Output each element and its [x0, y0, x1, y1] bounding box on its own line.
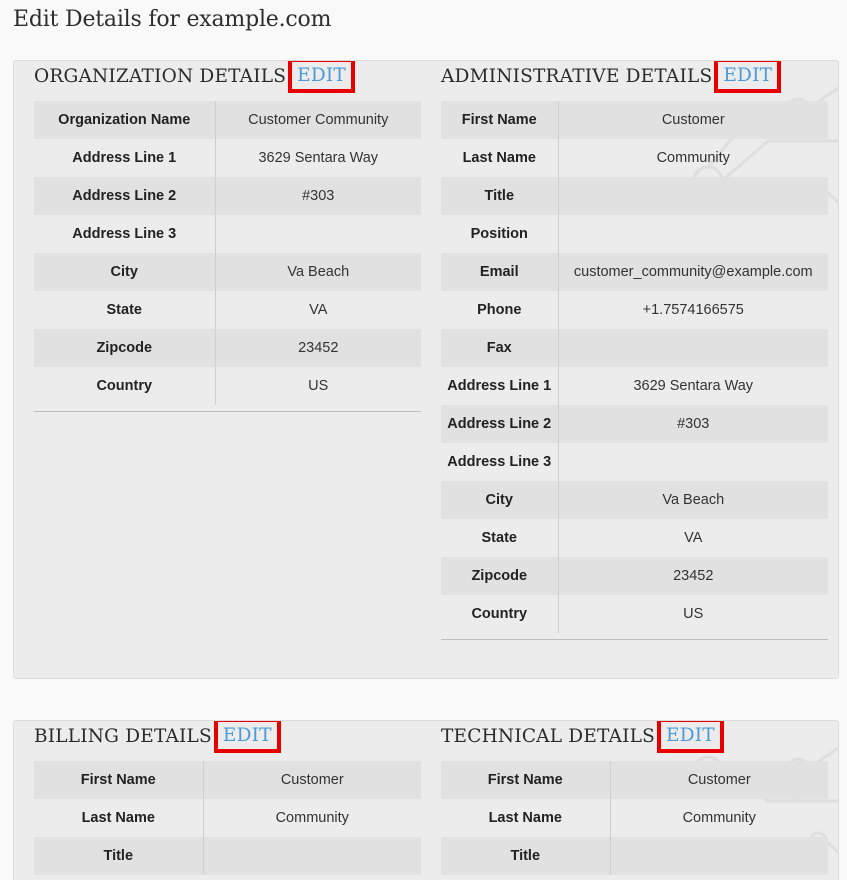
field-label: Address Line 3	[441, 443, 558, 481]
field-label: Address Line 1	[441, 367, 558, 405]
billing-edit-link[interactable]: EDIT	[214, 720, 281, 753]
field-value	[558, 329, 828, 367]
field-value: 23452	[558, 557, 828, 595]
field-value: #303	[558, 405, 828, 443]
table-row	[34, 837, 421, 875]
field-label: Title	[34, 837, 203, 875]
field-label: Title	[441, 177, 558, 215]
table-row	[441, 215, 828, 253]
technical-table	[441, 761, 828, 875]
contact-panel-bottom	[13, 720, 839, 880]
field-value: Customer	[558, 101, 828, 139]
table-row	[441, 481, 828, 519]
billing-table	[34, 761, 421, 875]
field-value: Customer	[610, 761, 828, 799]
table-row	[441, 139, 828, 177]
field-value	[558, 215, 828, 253]
field-value	[558, 177, 828, 215]
field-label: Address Line 3	[34, 215, 215, 253]
organization-table-rule	[34, 411, 421, 412]
organization-title-text: ORGANIZATION DETAILS	[34, 65, 287, 87]
administrative-table	[441, 101, 828, 633]
field-label: Address Line 2	[34, 177, 215, 215]
field-value: Community	[275, 810, 349, 826]
field-value: VA	[684, 530, 703, 546]
field-label: Country	[441, 595, 558, 633]
field-label: Address Line 1	[34, 139, 215, 177]
table-row	[441, 405, 828, 443]
field-label: First Name	[34, 761, 203, 799]
field-value: Community	[682, 810, 756, 826]
field-label: Fax	[441, 329, 558, 367]
table-row	[441, 595, 828, 633]
page-title: Edit Details for example.com	[13, 7, 332, 32]
table-row	[441, 177, 828, 215]
field-label: Organization Name	[34, 101, 215, 139]
field-label: Position	[441, 215, 558, 253]
technical-title	[441, 721, 724, 751]
field-value: 3629 Sentara Way	[633, 378, 754, 394]
organization-title	[34, 61, 355, 91]
table-row	[441, 519, 828, 557]
field-value: 23452	[215, 329, 421, 367]
field-value	[558, 443, 828, 481]
table-row	[34, 139, 421, 177]
field-value: US	[308, 378, 329, 394]
table-row	[441, 101, 828, 139]
field-label: Country	[34, 367, 215, 405]
table-row	[34, 329, 421, 367]
table-row	[34, 291, 421, 329]
billing-title-text: BILLING DETAILS	[34, 725, 212, 747]
field-label: State	[34, 291, 215, 329]
table-row	[441, 799, 828, 837]
field-value	[215, 215, 421, 253]
field-value	[610, 837, 828, 875]
field-label: First Name	[441, 761, 610, 799]
table-row	[441, 253, 828, 291]
field-label: Address Line 2	[441, 405, 558, 443]
field-label: City	[34, 253, 215, 291]
organization-edit-link[interactable]: EDIT	[288, 60, 355, 93]
administrative-title	[441, 61, 781, 91]
field-value: #303	[215, 177, 421, 215]
table-row	[441, 367, 828, 405]
field-value	[203, 837, 421, 875]
table-row	[34, 177, 421, 215]
field-value: Customer Community	[215, 101, 421, 139]
field-label: Last Name	[441, 139, 558, 177]
administrative-table-rule	[441, 639, 828, 640]
administrative-title-text: ADMINISTRATIVE DETAILS	[441, 65, 713, 87]
table-row	[441, 557, 828, 595]
table-row	[441, 443, 828, 481]
field-value: customer_community@example.com	[558, 253, 828, 291]
billing-title	[34, 721, 281, 751]
field-label: Email	[441, 253, 558, 291]
table-row	[34, 101, 421, 139]
table-row	[441, 837, 828, 875]
field-label: Last Name	[441, 799, 610, 837]
field-value: 3629 Sentara Way	[258, 150, 379, 166]
field-label: State	[441, 519, 558, 557]
field-label: Zipcode	[441, 557, 558, 595]
field-value: Customer	[203, 761, 421, 799]
field-label: Last Name	[34, 799, 203, 837]
field-value: Va Beach	[558, 481, 828, 519]
field-value: VA	[309, 302, 328, 318]
field-value: Va Beach	[215, 253, 421, 291]
field-label: City	[441, 481, 558, 519]
table-row	[34, 799, 421, 837]
table-row	[34, 367, 421, 405]
technical-title-text: TECHNICAL DETAILS	[441, 725, 656, 747]
contact-panel-top	[13, 60, 839, 679]
field-value: Community	[656, 150, 730, 166]
table-row	[34, 215, 421, 253]
field-label: Zipcode	[34, 329, 215, 367]
field-value: US	[683, 606, 704, 622]
field-value: +1.7574166575	[642, 302, 744, 318]
table-row	[441, 291, 828, 329]
administrative-edit-link[interactable]: EDIT	[714, 60, 781, 93]
field-label: Title	[441, 837, 610, 875]
field-label: Phone	[441, 291, 558, 329]
table-row	[34, 253, 421, 291]
organization-table	[34, 101, 421, 405]
table-row	[441, 761, 828, 799]
field-label: First Name	[441, 101, 558, 139]
table-row	[441, 329, 828, 367]
technical-edit-link[interactable]: EDIT	[657, 720, 724, 753]
table-row	[34, 761, 421, 799]
